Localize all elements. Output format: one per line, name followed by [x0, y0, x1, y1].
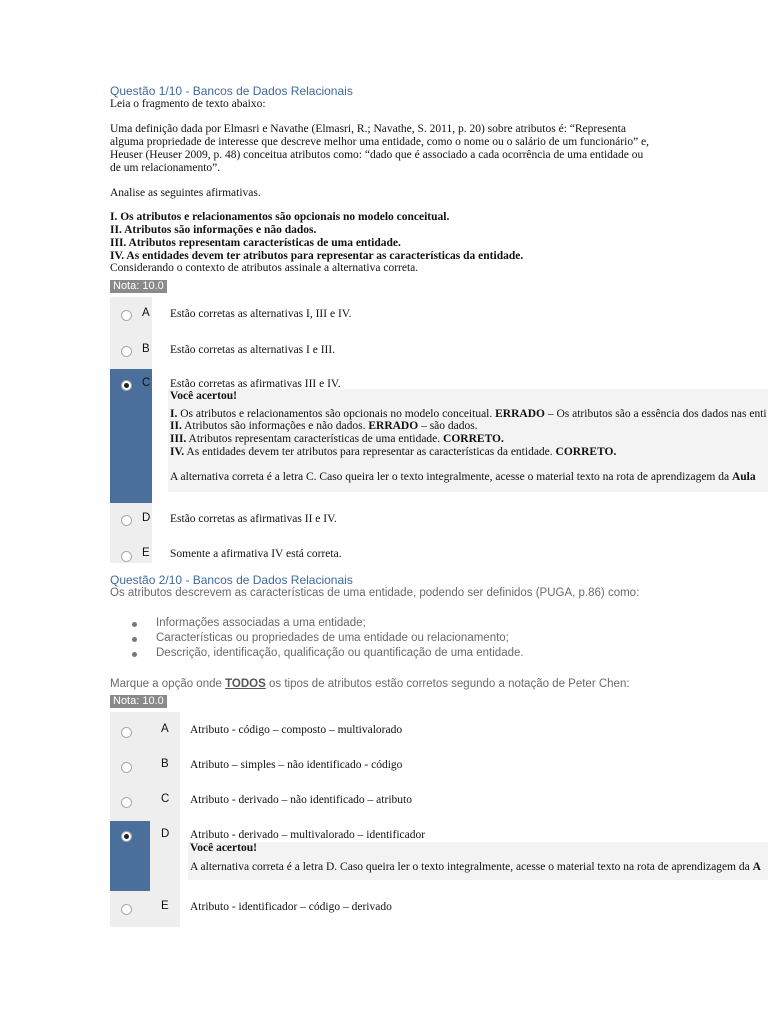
bullet-icon [132, 622, 137, 627]
feedback-line-text: Os atributos e relacionamentos são opcionais no modelo conceitual. [177, 408, 496, 420]
option-c-letter: C [161, 793, 170, 805]
question-1-intro: Leia o fragmento de texto abaixo: [110, 98, 266, 110]
option-d-text[interactable]: Estão corretas as afirmativas II e IV. [170, 513, 337, 525]
option-d-radio[interactable] [121, 515, 132, 526]
question-2-prompt [110, 678, 630, 690]
feedback-final-bold: A [752, 861, 761, 873]
question-2-bullet-item: Características ou propriedades de uma entidade ou relacionamento; [156, 632, 509, 644]
option-a-radio[interactable] [121, 310, 132, 321]
option-a-radio[interactable] [121, 727, 132, 738]
prompt-text: os tipos de atributos estão corretos segundo a notação de Peter Chen: [265, 678, 630, 690]
bullet-icon [132, 637, 137, 642]
feedback-final-bold: Aula [731, 471, 756, 483]
feedback-final [170, 471, 756, 483]
feedback-line [170, 433, 504, 445]
feedback-verdict: CORRETO. [555, 446, 617, 458]
option-e-radio[interactable] [121, 904, 132, 915]
feedback-line [170, 420, 478, 432]
option-d-letter: D [142, 512, 151, 524]
feedback-verdict: ERRADO [495, 408, 545, 420]
question-1-analyse: Analise as seguintes afirmativas. [110, 187, 261, 199]
question-2-bullet-item: Descrição, identificação, qualificação ou quantificação de uma entidade. [156, 647, 524, 659]
feedback-line-text: As entidades devem ter atributos para representar as características da entidade. [184, 446, 556, 458]
option-c-letter: C [142, 377, 151, 389]
feedback-line-rest: – Os atributos são a essência dos dados nas enti [544, 408, 767, 420]
option-a-letter: A [161, 723, 169, 735]
option-b-radio[interactable] [121, 346, 132, 357]
feedback-line-rest: – são dados. [418, 420, 478, 432]
option-b-radio[interactable] [121, 762, 132, 773]
bullet-icon [132, 652, 137, 657]
feedback-title: Você acertou! [170, 390, 237, 402]
question-2-bullet-item: Informações associadas a uma entidade; [156, 617, 366, 629]
option-b-letter: B [142, 343, 150, 355]
question-1-statement: III. Atributos representam características de uma entidade. [110, 237, 401, 249]
question-1-paragraph-line: Uma definição dada por Elmasri e Navathe (Elmasri, R.; Navathe, S. 2011, p. 20) sobre atributos é: “Representa [110, 123, 626, 135]
feedback-line-number: IV. [170, 446, 185, 458]
option-c-radio-selected[interactable] [121, 380, 132, 391]
option-d-radio-selected[interactable] [121, 831, 132, 842]
option-a-text[interactable]: Estão corretas as alternativas I, III e IV. [170, 308, 352, 320]
feedback-line-number: III. [170, 433, 187, 445]
question-2-intro: Os atributos descrevem as características de uma entidade, podendo ser definidos (PUGA, p.86) como: [110, 587, 640, 599]
prompt-text: Marque a opção onde [110, 678, 226, 690]
option-b-text[interactable]: Atributo – simples – não identificado - código [190, 759, 403, 771]
feedback-final-text: A alternativa correta é a letra C. Caso queira ler o texto integralmente, acesse o material texto na rota de aprendizagem da [170, 471, 732, 483]
question-1-statement: II. Atributos são informações e não dados. [110, 224, 317, 236]
question-1-prompt: Considerando o contexto de atributos assinale a alternativa correta. [110, 262, 419, 274]
option-c-radio[interactable] [121, 797, 132, 808]
question-2-score-badge: Nota: 10.0 [110, 695, 167, 708]
feedback-title: Você acertou! [190, 842, 257, 854]
option-a-letter: A [142, 307, 150, 319]
prompt-emphasis: TODOS [225, 678, 266, 690]
option-e-letter: E [142, 547, 150, 559]
feedback-line-number: I. [170, 408, 178, 420]
feedback-final [190, 861, 761, 873]
question-1-paragraph-line: Heuser (Heuser 2009, p. 48) conceitua atributos como: “dado que é associado a cada ocorrência de uma entidade ou [110, 149, 644, 161]
feedback-line [170, 408, 767, 420]
option-a-text[interactable]: Atributo - código – composto – multivalorado [190, 724, 403, 736]
option-d-text[interactable]: Atributo - derivado – multivalorado – identificador [190, 829, 426, 841]
feedback-verdict: ERRADO [368, 420, 419, 432]
question-1-statement: I. Os atributos e relacionamentos são opcionais no modelo conceitual. [110, 211, 450, 223]
feedback-verdict: CORRETO. [443, 433, 504, 445]
feedback-line-text: Atributos representam características de uma entidade. [186, 433, 444, 445]
option-b-letter: B [161, 758, 169, 770]
option-c-text[interactable]: Atributo - derivado – não identificado – atributo [190, 794, 412, 806]
radio-dot-icon [124, 834, 129, 839]
option-e-radio[interactable] [121, 551, 132, 562]
radio-dot-icon [124, 383, 129, 388]
question-1-paragraph-line: de um relacionamento”. [110, 162, 221, 174]
question-1-title: Questão 1/10 - Bancos de Dados Relacionais [110, 84, 353, 98]
question-1-statement: IV. As entidades devem ter atributos para representar as características da entidade. [110, 250, 524, 262]
question-2-title: Questão 2/10 - Bancos de Dados Relacionais [110, 573, 353, 587]
option-e-letter: E [161, 900, 169, 912]
question-1-paragraph-line: alguma propriedade de interesse que descreve melhor uma entidade, como o nome ou o salário de um funcionário” e, [110, 136, 650, 148]
option-d-letter: D [161, 828, 170, 840]
option-b-text[interactable]: Estão corretas as alternativas I e III. [170, 344, 336, 356]
option-e-text[interactable]: Somente a afirmativa IV está correta. [170, 548, 342, 560]
option-c-text[interactable]: Estão corretas as afirmativas III e IV. [170, 378, 341, 390]
question-1-score-badge: Nota: 10.0 [110, 280, 167, 293]
feedback-final-text: A alternativa correta é a letra D. Caso queira ler o texto integralmente, acesse o material texto na rota de aprendizagem da [190, 861, 753, 873]
option-e-text[interactable]: Atributo - identificador – código – derivado [190, 901, 392, 913]
feedback-line [170, 446, 616, 458]
feedback-line-text: Atributos são informações e não dados. [181, 420, 369, 432]
feedback-line-number: II. [170, 420, 182, 432]
selected-option-marker [110, 369, 152, 503]
